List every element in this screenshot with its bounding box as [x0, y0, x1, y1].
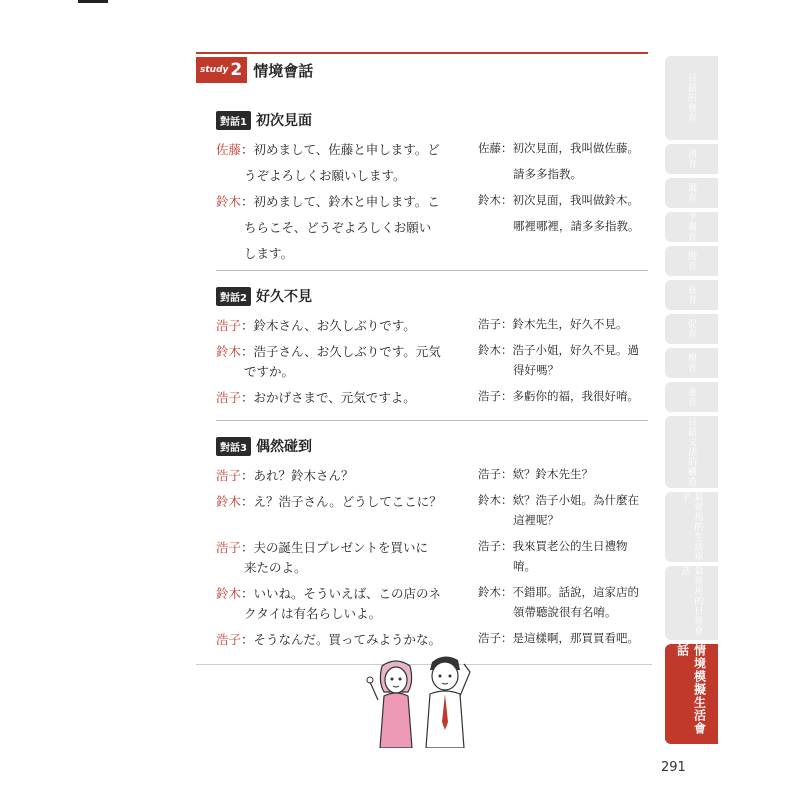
- dialogue-line: [216, 512, 648, 532]
- chinese-translation: 佐藤：初次見面，我叫做佐藤。: [478, 141, 639, 155]
- section-3: [216, 436, 648, 456]
- side-tab-label: 最常用的生活單字: [679, 492, 703, 562]
- side-tab[interactable]: [665, 492, 718, 562]
- speaker-name: 鈴木: [216, 194, 242, 209]
- page-number: 291: [661, 760, 686, 775]
- chinese-translation: 浩子：是這樣啊，那買買看吧。: [478, 631, 639, 645]
- japanese-line: [216, 388, 416, 406]
- side-tab[interactable]: [665, 382, 718, 412]
- japanese-text: 夫の誕生日プレゼントを買いに: [253, 540, 429, 555]
- side-tab[interactable]: [665, 280, 718, 310]
- japanese-line: [216, 466, 354, 484]
- japanese-line: [216, 630, 441, 648]
- colon: ：: [241, 390, 254, 405]
- dialogue-line: [216, 362, 648, 382]
- japanese-text: 鈴木さん、お久しぶりです。: [253, 318, 416, 333]
- man-figure: [426, 656, 470, 748]
- japanese-text: 浩子さん、お久しぶりです。元気: [253, 344, 441, 359]
- chinese-continuation: 這裡呢？: [513, 513, 559, 527]
- woman-figure: [367, 661, 412, 748]
- dialogue-line: [216, 388, 648, 408]
- side-tab-label: 促音: [686, 319, 696, 339]
- japanese-continuation: 来たのよ。: [244, 560, 307, 575]
- side-tab[interactable]: [665, 246, 718, 276]
- characters-illustration: [360, 652, 480, 748]
- dialogue-line: [216, 316, 648, 336]
- chinese-translation: 浩子：我來買老公的生日禮物: [478, 539, 628, 553]
- side-tab[interactable]: [665, 348, 718, 378]
- section-heading: [216, 110, 648, 130]
- side-tab-label: 濁音: [686, 183, 696, 203]
- japanese-line: [216, 140, 440, 158]
- colon: ：: [241, 632, 254, 647]
- side-tab-label: 情境模擬生活會話: [675, 644, 707, 735]
- side-tab-label: 日語的發音: [686, 73, 696, 123]
- colon: ：: [241, 540, 254, 555]
- chinese-translation: 浩子：鈴木先生，好久不見。: [478, 317, 628, 331]
- section-heading: [216, 436, 648, 456]
- dialogue-line: [216, 140, 648, 160]
- study-word: study: [200, 65, 229, 75]
- chinese-translation: 鈴木：不錯耶。話說，這家店的: [478, 585, 639, 599]
- chinese-continuation: 領帶聽說很有名唷。: [513, 605, 617, 619]
- japanese-continuation: ちらこそ、どうぞよろしくお願い: [244, 220, 432, 235]
- dialogue-line: [216, 584, 648, 604]
- dialogue-line: [216, 558, 648, 578]
- japanese-text: あれ？鈴木さん？: [253, 468, 354, 483]
- japanese-text: え？浩子さん。どうしてここに？: [253, 494, 442, 509]
- japanese-text: 初めまして、佐藤と申します。ど: [253, 142, 440, 157]
- chinese-translation: 鈴木：欸？浩子小姐。為什麼在: [478, 493, 639, 507]
- section-separator: [216, 420, 648, 421]
- side-tab-label: 半濁音: [686, 212, 696, 242]
- japanese-continuation: うぞよろしくお願いします。: [244, 168, 406, 183]
- chinese-translation: 浩子：多虧你的福，我很好唷。: [478, 389, 639, 403]
- chinese-translation: 鈴木：浩子小姐，好久不見。過: [478, 343, 639, 357]
- japanese-line: [216, 342, 441, 360]
- dialogue-line: [216, 166, 648, 186]
- section-title: 初次見面: [255, 113, 312, 129]
- japanese-line: [216, 584, 441, 602]
- dialogue-line: [216, 492, 648, 512]
- study-title: 情境會話: [253, 61, 314, 80]
- colon: ：: [241, 586, 254, 601]
- japanese-text: 初めまして、鈴木と申します。こ: [253, 194, 440, 209]
- speaker-name: 鈴木: [216, 494, 242, 509]
- speaker-name: 浩子: [216, 318, 242, 333]
- japanese-line: [216, 316, 416, 334]
- side-tab-label: 撥音: [686, 353, 696, 373]
- side-tab-label: 重音: [686, 387, 696, 407]
- chinese-translation: 鈴木：初次見面，我叫做鈴木。: [478, 193, 639, 207]
- colon: ：: [241, 142, 254, 157]
- dialogue-line: [216, 244, 648, 264]
- side-tab-label: 拗音: [686, 251, 696, 271]
- side-tab[interactable]: [665, 416, 718, 488]
- dialogue-line: [216, 218, 648, 238]
- colon: ：: [241, 318, 254, 333]
- side-tab[interactable]: [665, 644, 718, 744]
- side-tab[interactable]: [665, 314, 718, 344]
- side-tab-label: 長音: [686, 285, 696, 305]
- side-tab[interactable]: [665, 566, 718, 640]
- speaker-name: 浩子: [216, 468, 242, 483]
- chinese-translation: 浩子：欸？鈴木先生？: [478, 467, 593, 481]
- side-tab-label: 最常用的日常會話: [679, 566, 703, 636]
- study-number: 2: [230, 60, 243, 80]
- side-tab[interactable]: [665, 212, 718, 242]
- side-tab[interactable]: [665, 56, 718, 140]
- section-title: 偶然碰到: [255, 439, 312, 455]
- section-heading: [216, 286, 648, 306]
- speaker-name: 鈴木: [216, 586, 242, 601]
- dialogue-line: [216, 538, 648, 558]
- speaker-name: 鈴木: [216, 344, 242, 359]
- section-title: 好久不見: [255, 289, 312, 305]
- chinese-continuation: 哪裡哪裡，請多多指教。: [513, 219, 640, 233]
- chinese-continuation: 唷。: [513, 559, 536, 573]
- section-2: [216, 286, 648, 306]
- japanese-continuation: ですか。: [244, 364, 295, 379]
- japanese-line: [216, 492, 442, 510]
- speaker-name: 佐藤: [216, 142, 242, 157]
- dialogue-sections: [196, 52, 654, 672]
- japanese-line: [216, 538, 428, 556]
- colon: ：: [241, 494, 254, 509]
- corner-mark: [78, 0, 108, 3]
- japanese-text: いいね。そういえば、この店のネ: [253, 586, 442, 601]
- japanese-line: [216, 192, 440, 210]
- side-tab-label: 日語文法的構造: [686, 417, 696, 487]
- section-badge: 對話3: [216, 437, 251, 456]
- speaker-name: 浩子: [216, 390, 242, 405]
- section-badge: 對話2: [216, 287, 251, 306]
- dialogue-line: [216, 604, 648, 624]
- japanese-text: おかげさまで、元気ですよ。: [253, 390, 416, 405]
- japanese-continuation: します。: [244, 246, 294, 261]
- side-tab[interactable]: [665, 144, 718, 174]
- chinese-continuation: 得好嗎？: [513, 363, 559, 377]
- dialogue-line: [216, 342, 648, 362]
- japanese-text: そうなんだ。買ってみようかな。: [253, 632, 442, 647]
- dialogue-line: [216, 630, 648, 650]
- side-tab-label: 清音: [686, 149, 696, 169]
- dialogue-line: [216, 466, 648, 486]
- section-separator: [216, 270, 648, 271]
- section-badge: 對話1: [216, 111, 251, 130]
- japanese-continuation: クタイは有名らしいよ。: [244, 606, 382, 621]
- section-1: [216, 110, 648, 130]
- colon: ：: [241, 468, 254, 483]
- speaker-name: 浩子: [216, 540, 242, 555]
- dialogue-line: [216, 192, 648, 212]
- chinese-continuation: 請多多指教。: [513, 167, 582, 181]
- colon: ：: [241, 344, 254, 359]
- side-tab[interactable]: [665, 178, 718, 208]
- speaker-name: 浩子: [216, 632, 242, 647]
- colon: ：: [241, 194, 254, 209]
